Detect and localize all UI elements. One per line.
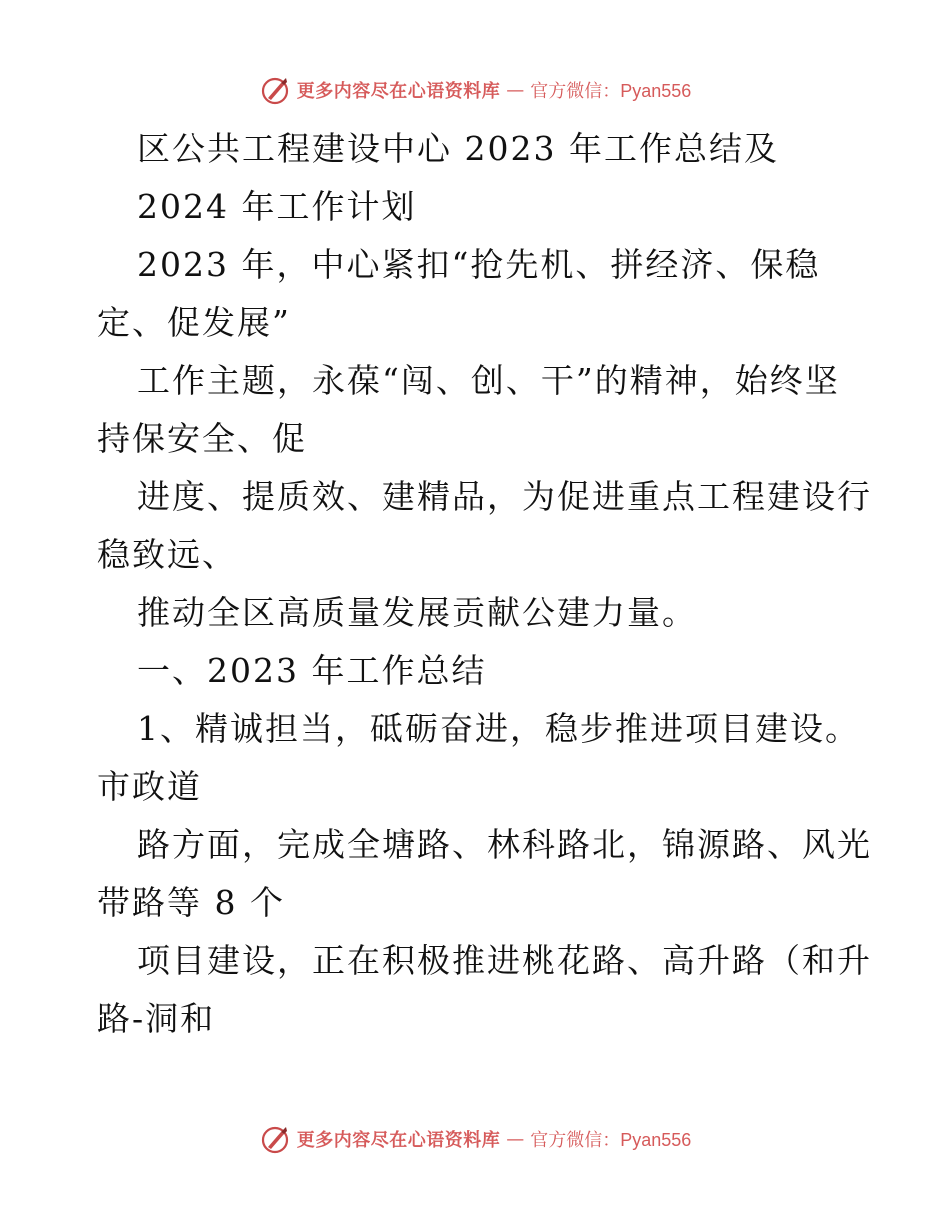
doc-title-line-1: 区公共工程建设中心 2023 年工作总结及 xyxy=(137,129,779,168)
paragraph-line: 工作主题，永葆“闯、创、干”的精神，始终坚 xyxy=(137,361,840,400)
header-watermark xyxy=(0,74,950,106)
paragraph-line: 稳致远、 xyxy=(97,535,237,574)
paragraph-line: 进度、提质效、建精品，为促进重点工程建设行 xyxy=(137,477,872,516)
paragraph-line: 2023 年，中心紧扣“抢先机、拼经济、保稳 xyxy=(137,245,821,284)
document-body xyxy=(97,120,877,1048)
paragraph-line: 持保安全、促 xyxy=(97,419,307,458)
paragraph-line: 项目建设，正在积极推进桃花路、高升路（和升 xyxy=(137,941,872,980)
watermark-text: 更多内容尽在心语资料库 xyxy=(296,1130,501,1151)
quill-pen-seal-icon xyxy=(259,74,291,106)
watermark-wechat: 官方微信：Pyan556 xyxy=(530,1130,692,1150)
footer-watermark xyxy=(0,1123,950,1155)
watermark-text: 更多内容尽在心语资料库 xyxy=(296,81,501,102)
paragraph-line: 推动全区高质量发展贡献公建力量。 xyxy=(137,593,697,632)
paragraph-line: 1、精诚担当，砥砺奋进，稳步推进项目建设。 xyxy=(137,709,860,748)
quill-pen-seal-icon xyxy=(259,1123,291,1155)
section-heading: 一、2023 年工作总结 xyxy=(137,651,487,690)
paragraph-line: 定、促发展” xyxy=(97,303,291,342)
paragraph-line: 市政道 xyxy=(97,767,202,806)
doc-title-line-2: 2024 年工作计划 xyxy=(137,187,417,226)
paragraph-line: 路方面，完成全塘路、林科路北，锦源路、风光 xyxy=(137,825,872,864)
paragraph-line: 带路等 8 个 xyxy=(97,883,285,922)
watermark-wechat: 官方微信：Pyan556 xyxy=(530,81,692,101)
watermark-dash: — xyxy=(506,79,525,101)
watermark-dash: — xyxy=(506,1128,525,1150)
paragraph-line: 路-洞和 xyxy=(97,999,216,1038)
